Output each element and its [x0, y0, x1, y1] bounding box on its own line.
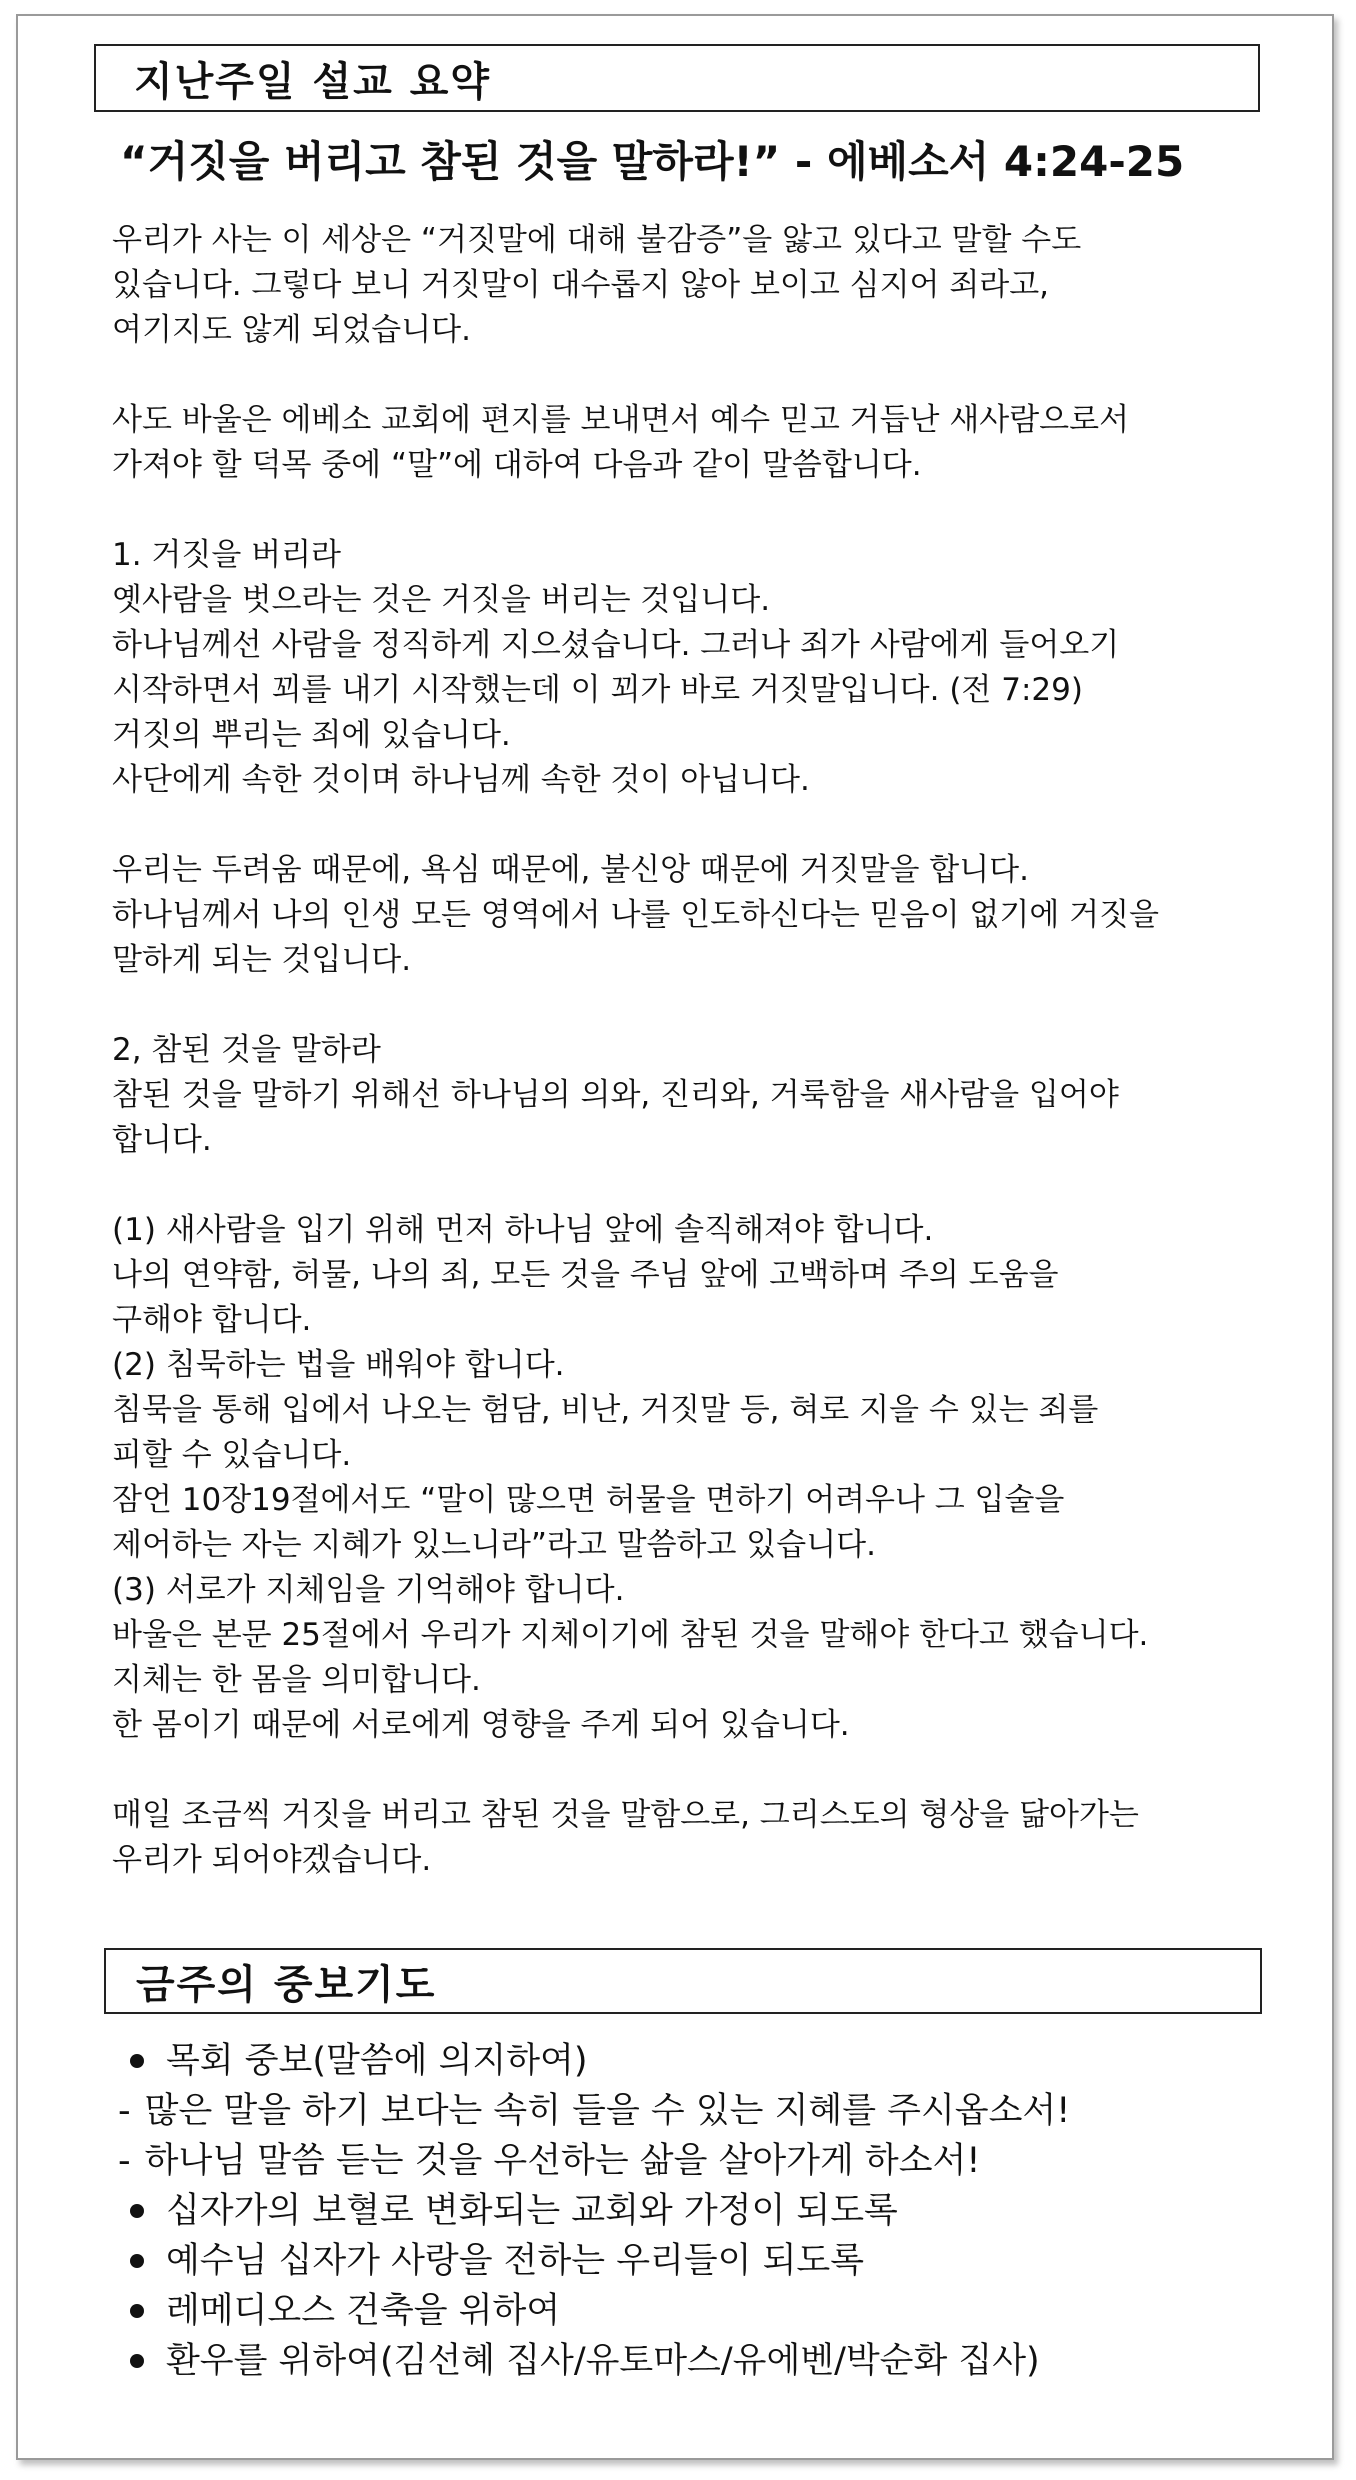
prayer-subitem: [118, 2086, 1268, 2136]
body-line: 제어하는 자는 지혜가 있느니라”라고 말씀하고 있습니다.: [112, 1527, 876, 1563]
prayer-item: [118, 2286, 1268, 2336]
bullet-icon: [130, 2204, 144, 2218]
body-line: 우리가 되어야겠습니다.: [112, 1842, 432, 1878]
prayer-item-text: 십자가의 보혈로 변화되는 교회와 가정이 되도록: [166, 2191, 898, 2231]
body-line: (3) 서로가 지체임을 기억해야 합니다.: [112, 1572, 625, 1608]
body-line: 거짓의 뿌리는 죄에 있습니다.: [112, 717, 511, 753]
intercessory-prayer-header-label: 금주의 중보기도: [136, 1961, 437, 2008]
prayer-subitem: [118, 2136, 1268, 2186]
dash-marker: -: [118, 2091, 131, 2131]
body-line: (2) 침묵하는 법을 배워야 합니다.: [112, 1347, 565, 1383]
intercessory-prayer-header: [104, 1948, 1262, 2014]
prayer-item-text: 많은 말을 하기 보다는 속히 들을 수 있는 지혜를 주시옵소서!: [144, 2091, 1071, 2131]
prayer-item-text: 환우를 위하여(김선혜 집사/유토마스/유에벤/박순화 집사): [166, 2341, 1040, 2381]
body-line: 한 몸이기 때문에 서로에게 영향을 주게 되어 있습니다.: [112, 1707, 850, 1743]
body-line: 지체는 한 몸을 의미합니다.: [112, 1662, 481, 1698]
prayer-item: [118, 2336, 1268, 2386]
body-line: [112, 983, 1262, 1028]
body-line: (1) 새사람을 입기 위해 먼저 하나님 앞에 솔직해져야 합니다.: [112, 1212, 934, 1248]
body-line: 우리는 두려움 때문에, 욕심 때문에, 불신앙 때문에 거짓말을 합니다.: [112, 852, 1029, 888]
prayer-item: [118, 2036, 1268, 2086]
prayer-item: [118, 2186, 1268, 2236]
body-line: 시작하면서 꾀를 내기 시작했는데 이 꾀가 바로 거짓말입니다. (전 7:29): [112, 672, 1083, 708]
body-line: [112, 488, 1262, 533]
prayer-item-text: 하나님 말씀 듣는 것을 우선하는 삶을 살아가게 하소서!: [144, 2141, 981, 2181]
bullet-icon: [130, 2054, 144, 2068]
body-line: 말하게 되는 것입니다.: [112, 942, 412, 978]
bullet-icon: [130, 2304, 144, 2318]
sermon-body: [112, 218, 1262, 1883]
body-line: 나의 연약함, 허물, 나의 죄, 모든 것을 주님 앞에 고백하며 주의 도움을: [112, 1257, 1059, 1293]
prayer-item-text: 레메디오스 건축을 위하여: [166, 2291, 561, 2331]
body-line: 침묵을 통해 입에서 나오는 험담, 비난, 거짓말 등, 혀로 지을 수 있는 죄를: [112, 1392, 1099, 1428]
prayer-list: [118, 2036, 1268, 2386]
body-line: 참된 것을 말하기 위해선 하나님의 의와, 진리와, 거룩함을 새사람을 입어야: [112, 1077, 1119, 1113]
body-line: [112, 803, 1262, 848]
prayer-item-text: 목회 중보(말씀에 의지하여): [166, 2041, 588, 2081]
sermon-summary-header-label: 지난주일 설교 요약: [134, 58, 491, 105]
body-line: 하나님께서 나의 인생 모든 영역에서 나를 인도하신다는 믿음이 없기에 거짓을: [112, 897, 1159, 933]
body-line: 잠언 10장19절에서도 “말이 많으면 허물을 면하기 어려우나 그 입술을: [112, 1482, 1065, 1518]
body-line: [112, 1748, 1262, 1793]
body-line: 피할 수 있습니다.: [112, 1437, 352, 1473]
body-line: 옛사람을 벗으라는 것은 거짓을 버리는 것입니다.: [112, 582, 771, 618]
body-line: 가져야 할 덕목 중에 “말”에 대하여 다음과 같이 말씀합니다.: [112, 447, 922, 483]
body-line: 사단에게 속한 것이며 하나님께 속한 것이 아닙니다.: [112, 762, 810, 798]
body-line: 구해야 합니다.: [112, 1302, 312, 1338]
body-line: [112, 1163, 1262, 1208]
body-line: 여기지도 않게 되었습니다.: [112, 312, 471, 348]
body-line: 매일 조금씩 거짓을 버리고 참된 것을 말함으로, 그리스도의 형상을 닮아가는: [112, 1797, 1139, 1833]
body-line: 우리가 사는 이 세상은 “거짓말에 대해 불감증”을 앓고 있다고 말할 수도: [112, 222, 1082, 258]
bullet-icon: [130, 2254, 144, 2268]
body-line: 바울은 본문 25절에서 우리가 지체이기에 참된 것을 말해야 한다고 했습니다.: [112, 1617, 1149, 1653]
body-line: 1. 거짓을 버리라: [112, 537, 341, 573]
body-line: 하나님께선 사람을 정직하게 지으셨습니다. 그러나 죄가 사람에게 들어오기: [112, 627, 1120, 663]
body-line: 합니다.: [112, 1122, 212, 1158]
prayer-item: [118, 2236, 1268, 2286]
bullet-icon: [130, 2354, 144, 2368]
body-line: 사도 바울은 에베소 교회에 편지를 보내면서 예수 믿고 거듭난 새사람으로서: [112, 402, 1130, 438]
body-line: 있습니다. 그렇다 보니 거짓말이 대수롭지 않아 보이고 심지어 죄라고,: [112, 267, 1050, 303]
body-line: 2, 참된 것을 말하라: [112, 1032, 381, 1068]
sermon-title: “거짓을 버리고 참된 것을 말하라!” - 에베소서 4:24-25: [120, 137, 1185, 186]
dash-marker: -: [118, 2141, 131, 2181]
body-line: [112, 353, 1262, 398]
prayer-item-text: 예수님 십자가 사랑을 전하는 우리들이 되도록: [166, 2241, 865, 2281]
sermon-summary-header: [94, 44, 1260, 112]
